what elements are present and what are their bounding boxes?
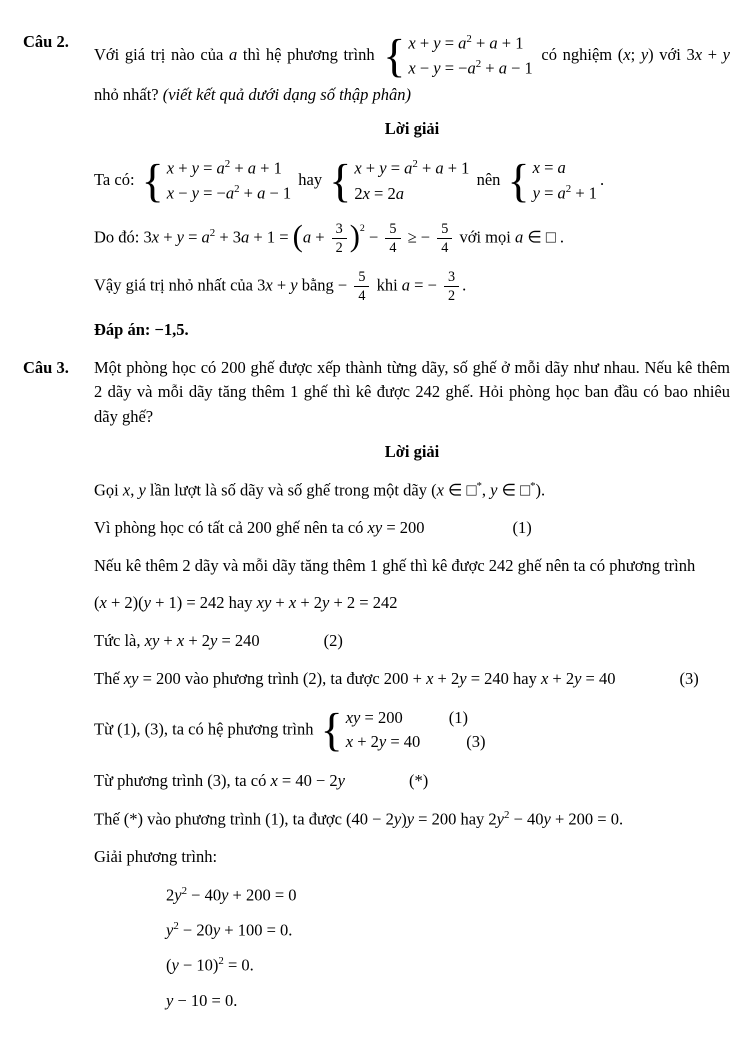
cau3-question-text: Một phòng học có 200 ghế được xếp thành từng dãy, số ghế ở mỗi dãy như nhau. Nếu kê thêm 2 dãy và mỗi dãy tăng thêm 1 ghế thì kê được 242 ghế. Hỏi phòng học ban đầu có bao nhiêu dãy ghế? bbox=[94, 357, 730, 426]
cau3-question-row bbox=[23, 356, 730, 430]
cau3-step-the: Thế xy = 200 vào phương trình (2), ta được 200 + x + 2y = 240 hay x + 2y = 40 (3) bbox=[94, 668, 699, 688]
cau2-step-vay: Vậy giá trị nhỏ nhất của 3x + y bằng − $\frac{5}{4}$ khi a = − $\frac{3}{2}$ . bbox=[94, 269, 467, 305]
cau3-equation-2: $y^2 - 20y + 100 = 0$. bbox=[166, 920, 293, 940]
cau3-step-goi: Gọi x, y lần lượt là số dãy và số ghế trong một dãy (x ∈ □*, y ∈ □*). bbox=[94, 479, 546, 499]
document-page bbox=[23, 30, 730, 1013]
cau3-step-giai: Giải phương trình: bbox=[94, 847, 218, 866]
cau2-answer: Đáp án: −1,5. bbox=[94, 319, 189, 339]
cau3-step-expand: (x + 2)(y + 1) = 242 hay xy + x + 2y + 2 = 242 bbox=[94, 593, 398, 613]
cau2-step-taco: Ta có: { $x + y = a^2 + a + 1$ $x - y = -a^2 + a - 1$ hay { $x + y = a^2 + a + 1$ 2x = 2a nên { x = a $y = a^2 + 1$ . bbox=[94, 154, 605, 207]
cau3-step-neu: Nếu kê thêm 2 dãy và mỗi dãy tăng thêm 1 ghế thì kê được 242 ghế nên ta có phương trình bbox=[94, 555, 696, 575]
cau3-equation-3: $(y - 10)^2 = 0$. bbox=[166, 955, 254, 975]
cau2-solution-heading: Lời giải bbox=[384, 119, 440, 139]
cau3-step-tu3: Từ phương trình (3), ta có x = 40 − 2y (*) bbox=[94, 771, 429, 790]
cau3-step-vi: Vì phòng học có tất cả 200 ghế nên ta có xy = 200 (1) bbox=[94, 517, 532, 537]
cau2-question-row bbox=[23, 30, 730, 107]
cau3-equation-4: y − 10 = 0. bbox=[166, 990, 238, 1010]
cau3-step-thesao: Thế (*) vào phương trình (1), ta được (40 − 2y)y = 200 hay $2y^2 - 40y + 200 = 0$. bbox=[94, 808, 624, 829]
cau3-equation-1: $2y^2 - 40y + 200 = 0$ bbox=[166, 884, 297, 905]
cau3-label: Câu 3. bbox=[23, 357, 69, 377]
cau2-label: Câu 2. bbox=[23, 32, 69, 51]
cau2-question-text: Với giá trị nào của a thì hệ phương trình { $x + y = a^2 + a + 1$ $x - y = -a^2 + a - 1$ có nghiệm (x; y) với 3x + y nhỏ nhất? (viết kết quả dưới dạng số thập phân) bbox=[94, 29, 730, 104]
cau2-step-dodo: Do đó: $3x + y = a^2 + 3a + 1 = (a$ + $\frac{3}{2}$ )$^2$ − $\frac{5}{4}$ ≥ − $\frac{5}{4}$ với mọi a ∈ □ . bbox=[94, 219, 565, 256]
cau3-step-tucla: Tức là, xy + x + 2y = 240 (2) bbox=[94, 631, 343, 650]
cau3-step-tu13: Từ (1), (3), ta có hệ phương trình { xy = 200 (1) x + 2y = 40 (3) bbox=[94, 703, 486, 756]
cau3-solution-heading: Lời giải bbox=[384, 441, 440, 461]
